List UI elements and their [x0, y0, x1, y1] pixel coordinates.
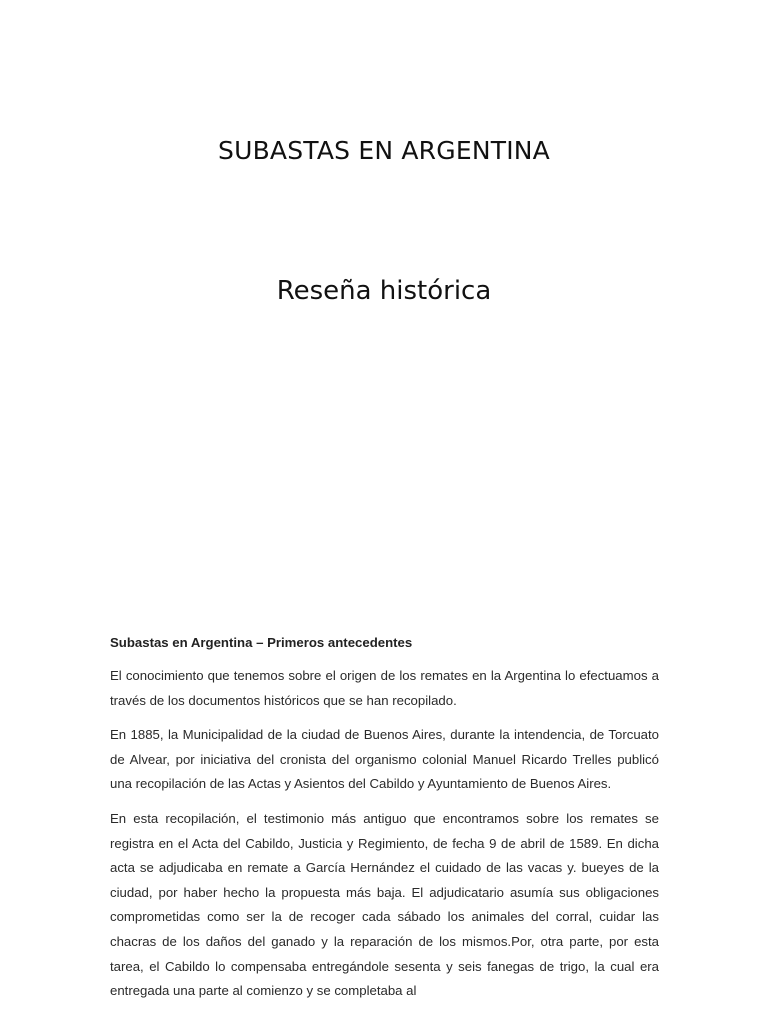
document-subtitle: Reseña histórica [276, 276, 492, 306]
document-title: SUBASTAS EN ARGENTINA [218, 136, 550, 165]
section-heading: Subastas en Argentina – Primeros antecedentes [110, 635, 413, 650]
paragraph-3: En esta recopilación, el testimonio más antiguo que encontramos sobre los remates se registra en el Acta del Cabildo, Justicia y Regimiento, de fecha 9 de abril de 1589. En dicha acta se adjudicaba en remate a García Hernández el cuidado de las vacas y. bueyes de la ciudad, por haber hecho la propuesta más baja. El adjudicatario asumía sus obligaciones comprometidas como ser la de recoger cada sábado los animales del corral, cuidar las chacras de los daños del ganado y la reparación de los mismos.Por, otra parte, por esta tarea, el Cabildo lo compensaba entregándole sesenta y seis fanegas de trigo, la cual era entregada una parte al comienzo y se completaba al [110, 810, 659, 999]
document-body [110, 633, 659, 1014]
paragraph-1: El conocimiento que tenemos sobre el origen de los remates en la Argentina lo efectuamos a través de los documentos históricos que se han recopilado. [110, 668, 659, 708]
paragraph-2: En 1885, la Municipalidad de la ciudad de Buenos Aires, durante la intendencia, de Torcuato de Alvear, por iniciativa del cronista del organismo colonial Manuel Ricardo Trelles publicó una recopilación de las Actas y Asientos del Cabildo y Ayuntamiento de Buenos Aires. [110, 727, 659, 792]
